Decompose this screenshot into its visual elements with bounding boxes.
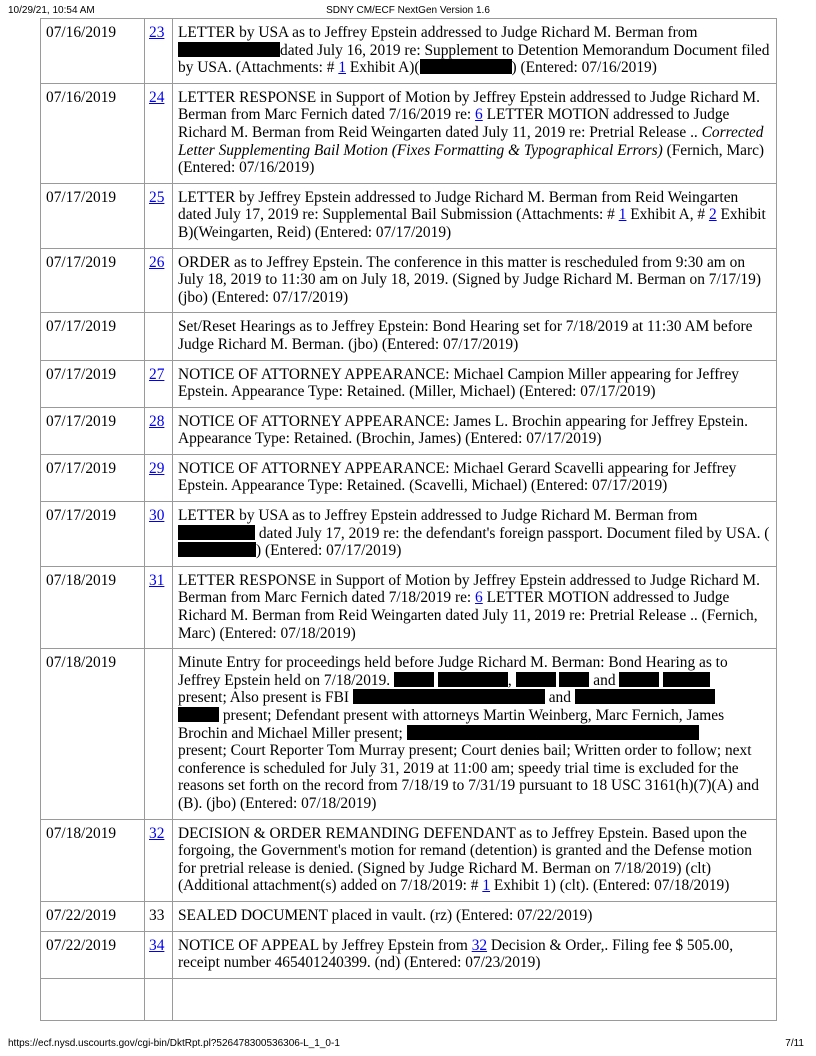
redaction-block — [438, 672, 508, 687]
docket-row — [41, 931, 777, 978]
attachment-link[interactable]: 1 — [618, 206, 627, 224]
docket-row — [41, 313, 777, 360]
entry-date: 07/17/2019 — [41, 407, 145, 454]
docket-row — [41, 502, 777, 567]
redaction-block — [407, 725, 699, 740]
entry-date: 07/17/2019 — [41, 313, 145, 360]
entry-text: DECISION & ORDER REMANDING DEFENDANT as to Jeffrey Epstein. Based upon the forgoing, the Government's motion for remand (detention) is granted and the Defense motion for pretrial release is denied. (Signed by Judge Richard M. Berman on 7/18/2019) (clt) (Additional attachment(s) added on 7/18/2019: # 1 Exhibit 1) (clt). (Entered: 07/18/2019) — [173, 819, 777, 901]
entry-text: LETTER by USA as to Jeffrey Epstein addressed to Judge Richard M. Berman from dated July 16, 2019 re: Supplement to Detention Memorandum Document filed by USA. (Attachments: # 1 Exhibit A)( ) (Entered: 07/16/2019) — [173, 19, 777, 84]
entry-date: 07/22/2019 — [41, 901, 145, 931]
page-number: 7/11 — [785, 1038, 804, 1049]
entry-text: LETTER RESPONSE in Support of Motion by Jeffrey Epstein addressed to Judge Richard M. Berman from Marc Fernich dated 7/18/2019 re: 6 LETTER MOTION addressed to Judge Richard M. Berman from Reid Weingarten dated July 11, 2019 re: Pretrial Release .. (Fernich, Marc) (Entered: 07/18/2019) — [173, 566, 777, 648]
print-title: SDNY CM/ECF NextGen Version 1.6 — [326, 5, 490, 16]
redaction-block — [420, 59, 512, 74]
entry-text: NOTICE OF APPEAL by Jeffrey Epstein from 32 Decision & Order,. Filing fee $ 505.00, receipt number 465401240399. (nd) (Entered: 07/23/2019) — [173, 931, 777, 978]
redaction-block — [353, 689, 545, 704]
page-url: https://ecf.nysd.uscourts.gov/cgi-bin/DktRpt.pl?526478300536306-L_1_0-1 — [8, 1038, 340, 1049]
entry-date-empty — [41, 978, 145, 1020]
entry-date: 07/16/2019 — [41, 19, 145, 84]
entry-text: Set/Reset Hearings as to Jeffrey Epstein: Bond Hearing set for 7/18/2019 at 11:30 AM before Judge Richard M. Berman. (jbo) (Entered: 07/17/2019) — [173, 313, 777, 360]
redaction-block — [178, 525, 255, 540]
entry-text: LETTER by Jeffrey Epstein addressed to Judge Richard M. Berman from Reid Weingarten dated July 17, 2019 re: Supplemental Bail Submission (Attachments: # 1 Exhibit A, # 2 Exhibit B)(Weingarten, Reid) (Entered: 07/17/2019) — [173, 183, 777, 248]
docket-row — [41, 649, 777, 819]
entry-date: 07/17/2019 — [41, 454, 145, 501]
redaction-block — [178, 42, 280, 57]
referenced-document-link[interactable]: 6 — [475, 106, 483, 124]
entry-date: 07/22/2019 — [41, 931, 145, 978]
entry-number-link[interactable]: 34 — [149, 936, 165, 954]
entry-number-link[interactable]: 23 — [149, 24, 165, 41]
entry-date: 07/16/2019 — [41, 83, 145, 183]
entry-number-link[interactable]: 32 — [149, 824, 165, 842]
entry-number-link[interactable]: 28 — [149, 412, 165, 430]
entry-number-link[interactable]: 31 — [149, 571, 165, 589]
entry-number-link[interactable]: 29 — [149, 459, 165, 477]
docket-table-container — [40, 18, 777, 1033]
redaction-block — [619, 672, 659, 687]
docket-row-partial — [41, 978, 777, 1020]
entry-date: 07/17/2019 — [41, 183, 145, 248]
docket-row — [41, 248, 777, 313]
docket-row — [41, 183, 777, 248]
print-datetime: 10/29/21, 10:54 AM — [8, 5, 95, 16]
entry-text: LETTER RESPONSE in Support of Motion by Jeffrey Epstein addressed to Judge Richard M. Berman from Marc Fernich dated 7/16/2019 re: 6 LETTER MOTION addressed to Judge Richard M. Berman from Reid Weingarten dated July 11, 2019 re: Pretrial Release .. Corrected Letter Supplementing Bail Motion (Fixes Formatting & Typographical Errors) (Fernich, Marc) (Entered: 07/16/2019) — [173, 83, 777, 183]
entry-date: 07/18/2019 — [41, 566, 145, 648]
entry-number: 33 — [145, 901, 173, 931]
entry-number-link[interactable]: 25 — [149, 188, 165, 206]
docket-row — [41, 83, 777, 183]
redaction-block — [575, 689, 715, 704]
docket-row — [41, 819, 777, 901]
entry-number-link[interactable]: 24 — [149, 88, 165, 106]
entry-number-link[interactable]: 26 — [149, 253, 165, 271]
redaction-block — [178, 542, 256, 557]
referenced-document-link[interactable]: 32 — [471, 936, 488, 954]
redaction-block — [559, 672, 589, 687]
docket-row — [41, 360, 777, 407]
entry-date: 07/18/2019 — [41, 649, 145, 819]
entry-number-link[interactable]: 30 — [149, 507, 165, 525]
attachment-link[interactable]: 1 — [482, 877, 491, 895]
docket-row — [41, 901, 777, 931]
docket-row — [41, 566, 777, 648]
entry-number — [145, 649, 173, 819]
entry-date: 07/17/2019 — [41, 502, 145, 567]
entry-text: LETTER by USA as to Jeffrey Epstein addressed to Judge Richard M. Berman from dated July 17, 2019 re: the defendant's foreign passport. Document filed by USA. () (Entered: 07/17/2019) — [173, 502, 777, 567]
entry-text: NOTICE OF ATTORNEY APPEARANCE: Michael Campion Miller appearing for Jeffrey Epstein. Appearance Type: Retained. (Miller, Michael) (Entered: 07/17/2019) — [173, 360, 777, 407]
docket-table — [40, 18, 777, 1021]
entry-text: NOTICE OF ATTORNEY APPEARANCE: James L. Brochin appearing for Jeffrey Epstein. Appearance Type: Retained. (Brochin, James) (Entered: 07/17/2019) — [173, 407, 777, 454]
attachment-link[interactable]: 1 — [338, 59, 347, 77]
entry-text: SEALED DOCUMENT placed in vault. (rz) (Entered: 07/22/2019) — [173, 901, 777, 931]
docket-row — [41, 407, 777, 454]
redaction-block — [394, 672, 434, 687]
referenced-document-link[interactable]: 6 — [475, 589, 483, 607]
entry-text: Minute Entry for proceedings held before Judge Richard M. Berman: Bond Hearing as to Jeffrey Epstein held on 7/18/2019. , and present; Also present is FBI and present; Defendant present with attorneys Martin Weinberg, Marc Fernich, James Brochin and Michael Miller present; present; Court Reporter Tom Murray present; Court denies bail; Written order to follow; next conference is scheduled for July 31, 2019 at 11:00 am; speedy trial time is excluded for the reasons set forth on the record from 7/18/19 to 7/31/19 pursuant to 18 USC 3161(h)(7)(A) and (B). (jbo) (Entered: 07/18/2019) — [173, 649, 777, 819]
redaction-block — [516, 672, 556, 687]
entry-number — [145, 313, 173, 360]
entry-date: 07/17/2019 — [41, 360, 145, 407]
redaction-block — [178, 707, 219, 722]
entry-date: 07/18/2019 — [41, 819, 145, 901]
print-footer — [0, 1036, 816, 1056]
entry-text: NOTICE OF ATTORNEY APPEARANCE: Michael Gerard Scavelli appearing for Jeffrey Epstein. Appearance Type: Retained. (Scavelli, Michael) (Entered: 07/17/2019) — [173, 454, 777, 501]
docket-row — [41, 19, 777, 84]
entry-number-empty — [145, 978, 173, 1020]
attachment-link[interactable]: 2 — [708, 206, 717, 224]
entry-date: 07/17/2019 — [41, 248, 145, 313]
entry-text: ORDER as to Jeffrey Epstein. The conference in this matter is rescheduled from 9:30 am on July 18, 2019 to 11:30 am on July 18, 2019. (Signed by Judge Richard M. Berman on 7/17/19)(jbo) (Entered: 07/17/2019) — [173, 248, 777, 313]
redaction-block — [663, 672, 710, 687]
print-header — [0, 0, 816, 20]
entry-text-empty — [173, 978, 777, 1020]
entry-number-link[interactable]: 27 — [149, 365, 165, 383]
docket-row — [41, 454, 777, 501]
